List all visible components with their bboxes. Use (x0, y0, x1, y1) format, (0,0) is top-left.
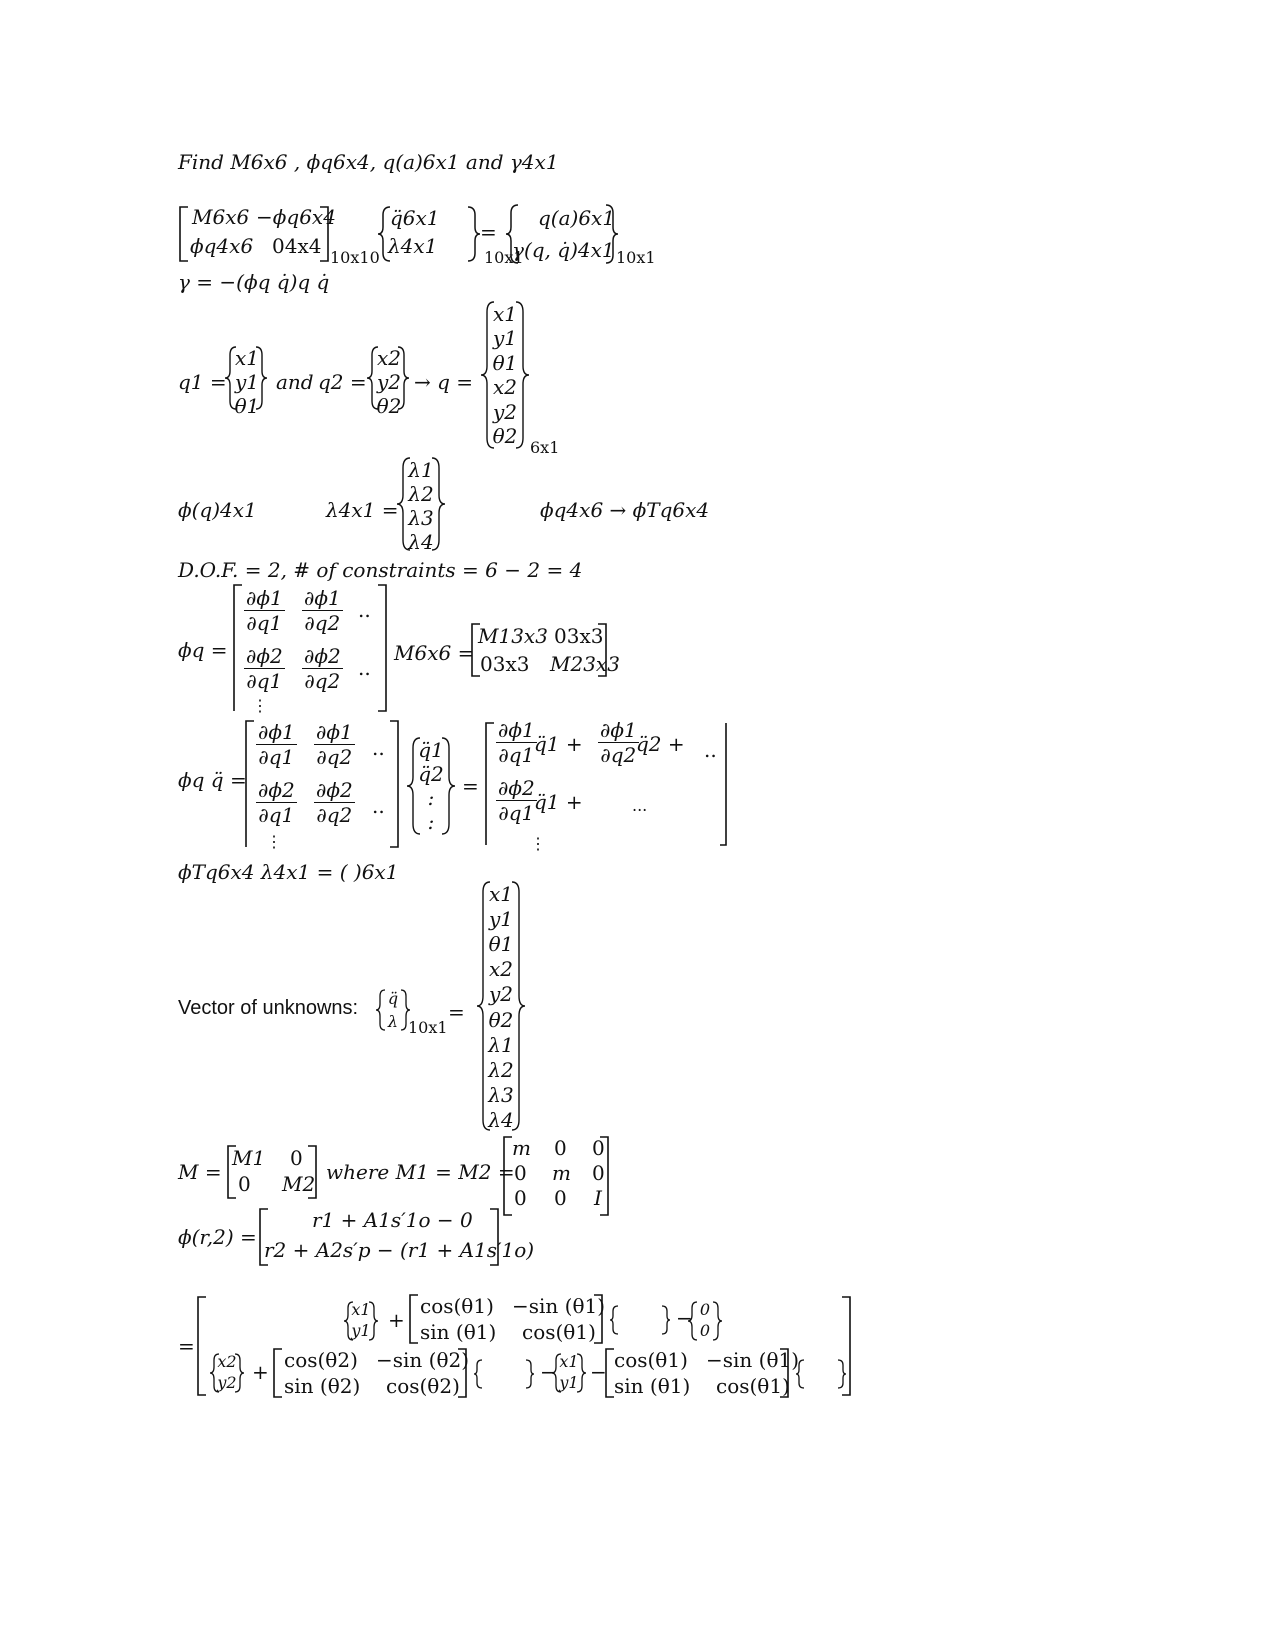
exp-r1-rot-11: cos(θ1) (420, 1294, 494, 1318)
mass6-m1: M13x3 (478, 624, 548, 648)
unknowns-lambda1: λ1 (488, 1032, 514, 1057)
result-r1-a: q̈1 + (534, 732, 583, 756)
mass6-m2: M23x3 (550, 652, 620, 676)
q1-x: x1 (234, 346, 259, 370)
phi-r2-row1: r1 + A1s′1o − 0 (312, 1208, 473, 1232)
system-right-bracket (318, 206, 330, 262)
q-x2: x2 (492, 375, 517, 400)
mass-m-33: I (594, 1186, 602, 1210)
exp-r2-rot-21: sin (θ2) (284, 1374, 361, 1398)
lambda-3: λ3 (408, 506, 434, 530)
unknowns-y1: y1 (488, 907, 514, 932)
system-m: M6x6 (192, 205, 250, 229)
product-dots-2: .. (372, 794, 385, 818)
jacobian-vdots: ⋮ (252, 696, 268, 715)
product-qdd-vector (416, 738, 446, 834)
mass-m1: M1 (232, 1146, 266, 1170)
lambda-label: λ4x1 = (326, 498, 399, 522)
system-left-bracket (178, 206, 190, 262)
product-cell-22: $\frac{\partial\phi 2}{\partial q2}$ (316, 778, 353, 827)
mass6-zero-21: 03x3 (480, 652, 530, 676)
q2-x: x2 (376, 346, 401, 370)
result-r2-a: q̈1 + (534, 790, 583, 814)
exp-r1-minus: − (676, 1306, 693, 1330)
jacobian-cell-12: $\frac{\partial\phi 1}{\partial q2}$ (304, 586, 341, 635)
lambda-4: λ4 (408, 530, 434, 554)
unknowns-vector (486, 882, 516, 1132)
system-lambda: λ4x1 (388, 234, 438, 258)
mass-m-11: m (512, 1136, 531, 1160)
lambda-vector (406, 458, 436, 552)
q-y1: y1 (492, 326, 518, 351)
q-theta2: θ2 (492, 423, 518, 448)
product-cell-12: $\frac{\partial\phi 1}{\partial q2}$ (316, 720, 353, 769)
unknowns-lambda3: λ3 (488, 1082, 514, 1107)
system-neg-phi-t: −ϕq6x4 (256, 205, 336, 229)
result-r1-frac2: $\frac{\partial\phi 1}{\partial q2}$ (600, 718, 637, 767)
product-qdd-3: : (427, 786, 435, 810)
lambda-2: λ2 (408, 482, 434, 506)
q-y2: y2 (492, 399, 518, 424)
lambda-1: λ1 (408, 458, 434, 482)
q2-vector (376, 346, 402, 418)
q-vector (490, 302, 520, 448)
exp-r2-rot1-11: cos(θ1) (614, 1348, 688, 1372)
product-dots-1: .. (372, 736, 385, 760)
exp-r2-minus-2: − (590, 1360, 607, 1384)
exp-r1-y1: y1 (351, 1321, 371, 1340)
mass-m-32: 0 (554, 1186, 567, 1210)
and-word: and (276, 370, 314, 394)
product-cell-21: $\frac{\partial\phi 2}{\partial q1}$ (258, 778, 295, 827)
jacobian-dots-2: .. (358, 656, 371, 680)
find-statement (178, 152, 559, 172)
system-qa: q(a)6x1 (538, 206, 616, 230)
transpose-note: ϕq4x6 → ϕTq6x4 (540, 498, 710, 522)
exp-r2-plus: + (252, 1360, 269, 1384)
q2-y: y2 (376, 370, 402, 394)
exp-r1-rot-22: cos(θ1) (522, 1320, 596, 1344)
mass-m-21: 0 (514, 1161, 527, 1185)
exp-r1-zero-1: 0 (699, 1300, 711, 1319)
mass-m-13: 0 (592, 1136, 605, 1160)
product-cell-11: $\frac{\partial\phi 1}{\partial q1}$ (258, 720, 295, 769)
unknowns-equals: = (448, 1000, 465, 1024)
jacobian-label: ϕq = (178, 638, 228, 662)
exp-r2-rot-12: −sin (θ2) (376, 1348, 470, 1372)
exp-r1-plus: + (388, 1308, 405, 1332)
result-vdots: ⋮ (530, 834, 546, 853)
unknowns-theta1: θ1 (488, 932, 514, 957)
mass-zero-21: 0 (238, 1172, 251, 1196)
unknowns-label: Vector of unknowns: (178, 997, 359, 1019)
exp-r1-rot-12: −sin (θ1) (512, 1294, 606, 1318)
phi-of-q: ϕ(q)4x1 (178, 498, 257, 522)
q-size: 6x1 (530, 438, 560, 457)
result-r2-frac1: $\frac{\partial\phi 2}{\partial q1}$ (498, 776, 535, 825)
find-text: Find M6x6 , ϕq6x4, q(a)6x1 and γ4x1 (178, 150, 559, 174)
exp-r2-rot-11: cos(θ2) (284, 1348, 358, 1372)
system-qdd: q̈6x1 (390, 206, 440, 230)
exp-r2-rot1-12: −sin (θ1) (706, 1348, 800, 1372)
q2-label: q2 = (318, 370, 367, 394)
exp-r2-y1: y1 (559, 1373, 579, 1392)
dof-line: D.O.F. = 2, # of constraints = 6 − 2 = 4 (178, 558, 583, 582)
unknowns-lambda: λ (387, 1012, 399, 1031)
q-theta1: θ1 (492, 350, 518, 375)
q1-theta: θ1 (234, 394, 260, 418)
result-r1-b: q̈2 + (636, 732, 685, 756)
product-qdd-1: q̈1 (418, 738, 444, 762)
mass-m-22: m (552, 1161, 571, 1185)
q1-label: q1 = (178, 370, 227, 394)
mass-m2: M2 (282, 1172, 316, 1196)
expansion-equals: = (178, 1334, 195, 1358)
jacobian-cell-22: $\frac{\partial\phi 2}{\partial q2}$ (304, 644, 341, 693)
q2-theta: θ2 (376, 394, 402, 418)
jacobian-cell-11: $\frac{\partial\phi 1}{\partial q1}$ (246, 586, 283, 635)
exp-r2-minus-1: − (540, 1360, 557, 1384)
mass-m-23: 0 (592, 1161, 605, 1185)
unknowns-lambda2: λ2 (488, 1057, 514, 1082)
exp-r2-rot-22: cos(θ2) (386, 1374, 460, 1398)
system-equals: = (480, 220, 497, 244)
product-equals: = (462, 774, 479, 798)
exp-r2-rot1-22: cos(θ1) (716, 1374, 790, 1398)
exp-r2-rot1-21: sin (θ1) (614, 1374, 691, 1398)
unknowns-theta2: θ2 (488, 1007, 514, 1032)
exp-r1-xy (350, 1300, 372, 1340)
mass-where: where M1 = M2 = (326, 1160, 515, 1184)
unknowns-small-vector (382, 989, 404, 1031)
phi-r2-row2: r2 + A2s′p − (r1 + A1s′1o) (264, 1238, 535, 1262)
product-label: ϕq q̈ = (178, 768, 247, 792)
jacobian-dots-1: .. (358, 598, 371, 622)
exp-r2-x2: x2 (217, 1352, 237, 1371)
system-size-right: 10x1 (616, 248, 656, 267)
system-gamma: γ(q, q̇)4x1 (512, 238, 615, 262)
q-x1: x1 (492, 302, 517, 326)
mass6-label: M6x6 = (394, 641, 475, 665)
phi-r2-label: ϕ(r,2) = (178, 1225, 257, 1249)
gamma-definition: γ = −(ϕq q̇)q q̇ (178, 270, 330, 294)
q1-vector (234, 346, 260, 418)
mass-m-31: 0 (514, 1186, 527, 1210)
q1-y: y1 (234, 370, 260, 394)
unknowns-lambda4: λ4 (488, 1107, 514, 1132)
exp-r1-empty-brace (610, 1305, 670, 1335)
system-zero-block: 04x4 (272, 234, 322, 258)
phiT-lambda-line: ϕTq6x4 λ4x1 = ( )6x1 (178, 860, 399, 884)
arrow-q: → q = (414, 370, 474, 394)
product-qdd-2: q̈2 (418, 762, 444, 786)
unknowns-y2: y2 (488, 982, 514, 1007)
unknowns-x1: x1 (488, 882, 513, 906)
mass-m-12: 0 (554, 1136, 567, 1160)
unknowns-size: 10x1 (408, 1018, 448, 1037)
mass-zero-12: 0 (290, 1146, 303, 1170)
result-r2-dots: ... (632, 796, 648, 815)
result-r1-dots: .. (704, 738, 717, 762)
product-vdots-left: ⋮ (266, 832, 282, 851)
exp-r2-xy (216, 1352, 238, 1392)
product-qdd-4: : (427, 810, 435, 834)
jacobian-cell-21: $\frac{\partial\phi 2}{\partial q1}$ (246, 644, 283, 693)
unknowns-qdd: q̈ (387, 989, 399, 1008)
mass6-zero-12: 03x3 (554, 624, 604, 648)
mass-label: M = (178, 1160, 222, 1184)
exp-r1-rot-21: sin (θ1) (420, 1320, 497, 1344)
system-phi-q: ϕq4x6 (190, 234, 254, 258)
exp-r1-zero (694, 1300, 716, 1340)
exp-r2-y2: y2 (217, 1373, 237, 1392)
exp-r1-x1: x1 (351, 1300, 371, 1319)
system-size-mid: 10x1 (484, 248, 524, 267)
exp-r2-x1: x1 (559, 1352, 579, 1371)
unknowns-x2: x2 (488, 957, 513, 982)
exp-r2-empty-brace-2 (796, 1359, 846, 1389)
exp-r1-zero-2: 0 (699, 1321, 711, 1340)
exp-r2-x1y1 (558, 1352, 580, 1392)
exp-r2-empty-brace-1 (474, 1359, 534, 1389)
system-size-left: 10x10 (330, 248, 380, 267)
result-r1-frac1: $\frac{\partial\phi 1}{\partial q1}$ (498, 718, 535, 767)
